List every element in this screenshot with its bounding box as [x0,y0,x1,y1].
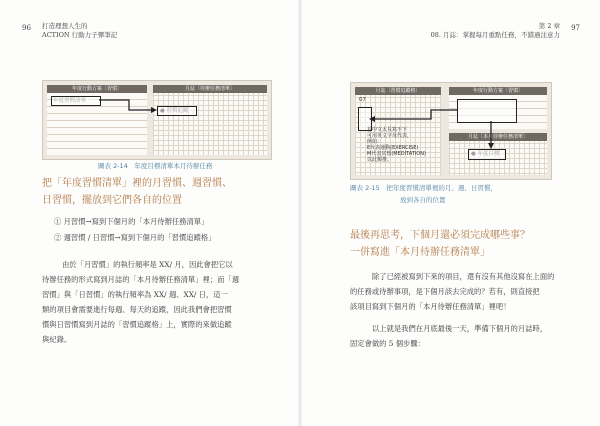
annual-habit-panel-header: 年度行動方案〔習慣〕 [449,87,547,95]
right-paragraph-line: 以上就是我們在月底最後一天，準備下個月的月誌時， [372,324,548,333]
right-paragraph-line: 固定會做的 5 個步驟： [350,339,425,348]
annual-habit-panel-header: 年度行動方案〔習慣〕 [47,85,147,93]
arrow-icon [43,81,271,159]
left-paragraph-line: 由於「月習慣」的執行頻率是 XX/ 月，因此會把它以 [62,260,233,269]
habit-tracker-panel-header: 月誌〔習慣追蹤格〕 [355,87,441,95]
arrow-icon [351,83,551,179]
habit-list-item-2: ② 週習慣 / 日習慣→寫到下個月的「習慣追蹤格」 [54,233,216,242]
left-page [0,0,298,426]
tracker-note-line: 可用英文字母代表， [367,133,413,139]
figure-2-15 [350,82,552,180]
chapter-label: 第 2 章 [538,22,560,30]
right-header-subtitle: 08. 月誌：掌握每月重點任務，不錯過注意力 [430,31,560,39]
figure-2-15-caption-line2: 放到各自的位置 [400,196,446,204]
monthly-task-panel-header: 月誌〔待辦任務清單〕 [153,85,267,93]
figure-2-14-caption: 圖表 2-14 年度目標清單本月待辦任務 [98,162,213,170]
tracker-note-line: E代表運動(EXERCISE) [367,145,419,151]
right-paragraph-line: 該項目寫到下個月的「本月待辦任務清單」裡吧！ [350,302,511,311]
left-paragraph-line: 與紀錄。 [42,335,72,344]
left-paragraph-line: 習慣」與「日習慣」的執行頻率為 XX/ 週、XX/ 日，這一 [42,290,228,299]
right-section-heading-line2: 一併寫進「本月待辦任務清單」 [350,247,490,258]
tracker-note-line: 若中文太長寫不下 [367,127,408,133]
left-header-line2: ACTION 行動力子彈筆記 [42,31,118,39]
tracker-note-line: 以此類推。 [367,157,393,163]
right-paragraph-line: 除了已經被寫到下來的項目，還有沒有其他沒寫在上面的 [372,272,555,281]
right-section-heading-line1: 最後再思考，下個月還必須完成哪些事？ [350,230,530,241]
left-paragraph-line: 類的項目會需要進行每週、每天的追蹤，因此我們會把習慣 [42,305,232,314]
habit-list-item-1: ① 月習慣→寫到下個月的「本月待辦任務清單」 [54,217,209,226]
right-page [302,0,600,426]
left-paragraph-line: 待辦任務的形式寫到月誌的「本月待辦任務清單」裡；而「週 [42,275,240,284]
tracker-note-line: M代表冥想(MEDITATION) [367,151,426,157]
right-paragraph-line: 的任務或待辦事項，是下個月該去完成的？若有，則直接把 [350,287,540,296]
left-header-line1: 打造理想人生的 [42,22,88,30]
left-paragraph-line: 慣與日習慣寫到月誌的「習慣追蹤格」上，實際的來做追蹤 [42,320,232,329]
tracker-note-line: 例如： [367,139,383,145]
right-page-number: 97 [571,24,580,32]
figure-2-15-caption-line1: 圖表 2-15 把年度習慣清單裡的月、週、日習慣， [350,184,497,192]
left-section-heading-line2: 日習慣，擺放到它們各自的位置 [42,195,182,206]
monthly-task-panel-header: 月誌〔本月待辦任務清單〕 [449,133,547,141]
left-page-number: 96 [22,24,31,32]
left-section-heading-line1: 把「年度習慣清單」裡的月習慣、週習慣、 [42,178,232,189]
figure-2-14 [42,80,272,160]
month-number: 07 [359,97,366,103]
